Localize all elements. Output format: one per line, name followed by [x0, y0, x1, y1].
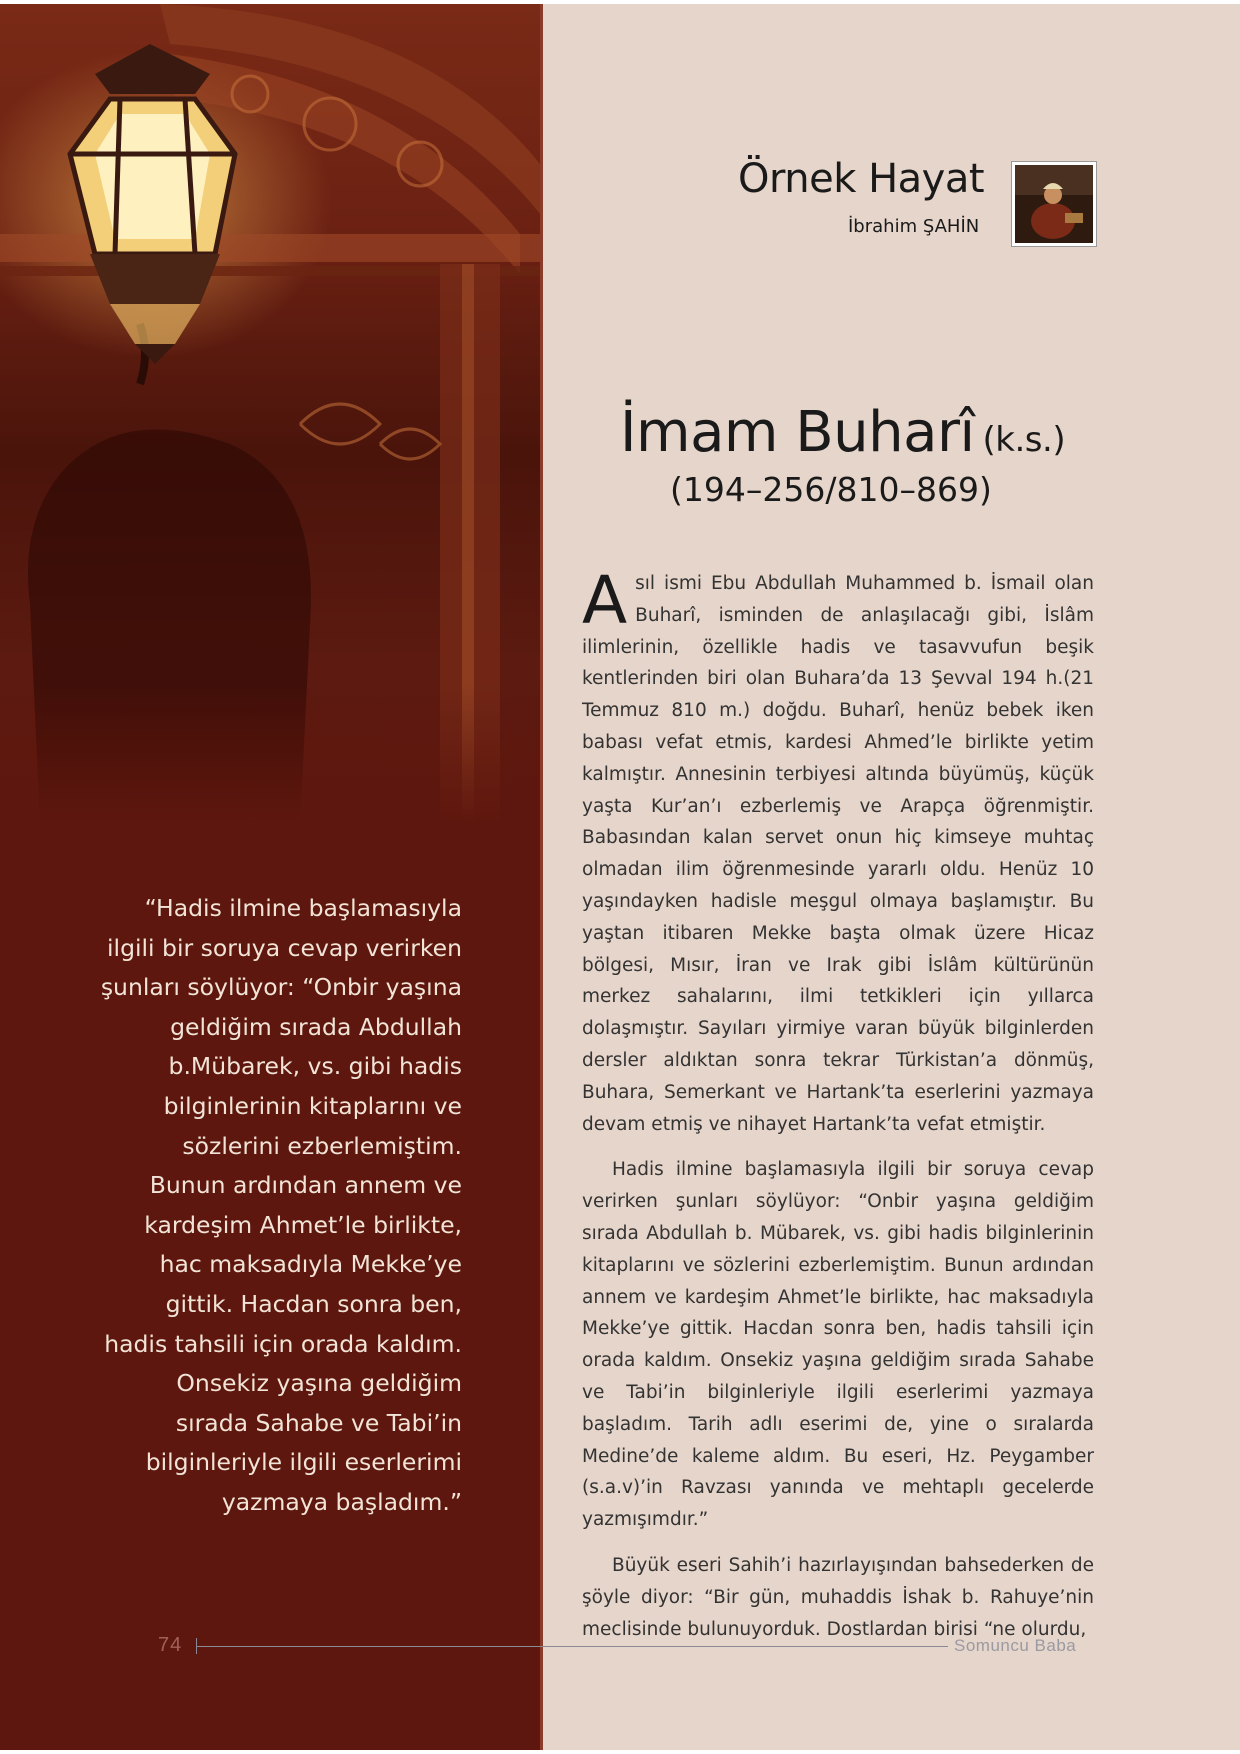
article-title-name: İmam Buharî	[620, 400, 975, 465]
pull-quote: “Hadis ilmine başlamasıyla ilgili bir soruya cevap verirken şunları söylüyor: “Onbir yaşına geldiğim sırada Abdullah b.Mübarek, vs. gibi hadis bilginlerinin kitaplarını ve sözlerini ezberlemiştim. Bunun ardından annem ve kardeşim Ahmet’le birlikte, hac maksadıyla Mekke’ye gittik. Hacdan sonra ben, hadis tahsili için orada kaldım. Onsekiz yaşına geldiğim sırada Sahabe ve Tabi’in bilginleriyle ilgili eserlerimi yazmaya başladım.”	[100, 894, 462, 1516]
article-title	[620, 400, 1065, 465]
page-number: 74	[158, 1634, 183, 1656]
portrait-illustration	[1015, 165, 1093, 243]
magazine-name: Somuncu Baba	[954, 1636, 1077, 1655]
article-body	[582, 562, 1094, 1645]
article-title-honorific: (k.s.)	[982, 420, 1066, 460]
paragraph-1-text: sıl ismi Ebu Abdullah Muhammed b. İsmail olan Buharî, isminden de anlaşılacağı gibi, İslâm ilimlerinin, özellikle hadis ve tasavvufun beşik kentlerinden biri olan Buhara’da 13 Şevval 194 h.(21 Temmuz 810 m.) doğdu. Buharî, henüz bebek iken babası vefat etmis, kardesi Ahmed’le birlikte yetim kalmıştır. Annesinin terbiyesi altında büyümüş, küçük yaşta Kur’an’ı ezberlemiş ve Arapça öğrenmiştir. Babasından kalan servet onun hiç kimseye muhtaç olmadan ilim öğrenmesinde yararlı oldu. Henüz 10 yaşındayken hadisle meşgul olmaya başlamıştır. Bu yaştan itibaren Mekke başta olmak üzere Hicaz bölgesi, Mısır, İran ve Irak gibi İslâm kültürünün merkez sahalarını, ilmi tetkikleri için yıllarca dolaşmıştır. Sayıları yirmiye varan büyük bilginlerden dersler aldıktan sonra tekrar Türkistan’a dönmüş, Buhara, Semerkant ve Hartank’ta eserlerini yazmaya devam etmiş ve nihayet Hartank’ta vefat etmiştir.	[582, 573, 1094, 1135]
drop-cap: A	[582, 562, 628, 639]
paragraph-2: Hadis ilmine başlamasıyla ilgili bir soruya cevap verirken şunları söylüyor: “Onbir yaşına geldiğim sırada Abdullah b. Mübarek, vs. gibi hadis bilginlerinin kitaplarını ve sözlerini ezberlemiştim. Bunun ardından annem ve kardeşim Ahmet’le birlikte, hac maksadıyla Mekke’ye gittik. Hacdan sonra ben, hadis tahsili için orada kaldım. Onsekiz yaşına geldiğim sırada Sahabe ve Tabi’in bilginleriyle ilgili eserlerimi yazmaya başladım. Tarih adlı eserimi de, yine o sıralarda Medine’de kaleme aldım. Bu eseri, Hz. Peygamber (s.a.v)’in Ravzası yanında ve mehtaplı gecelerde yazmışımdır.”	[582, 1159, 1094, 1531]
paragraph-3: Büyük eseri Sahih’i hazırlayışından bahsederken de şöyle diyor: “Bir gün, muhaddis İshak b. Rahuye’nin meclisinde bulunuyorduk. Dostlardan birisi “ne olurdu,	[582, 1554, 1094, 1640]
lantern-photo	[0, 4, 540, 824]
section-title: Örnek Hayat	[738, 156, 985, 202]
author-name: İbrahim ŞAHİN	[848, 216, 980, 237]
article-dates: (194–256/810–869)	[670, 470, 992, 509]
author-thumbnail	[1012, 162, 1096, 246]
left-panel	[0, 4, 540, 1750]
paragraph-1	[582, 562, 1094, 1140]
footer-rule	[196, 1646, 948, 1647]
photo-fade	[0, 684, 540, 824]
